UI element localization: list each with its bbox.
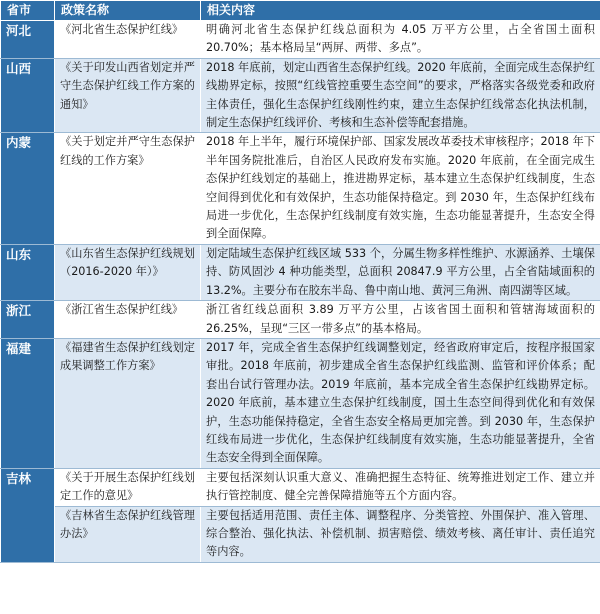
content-cell: 2018 年上半年，履行环境保护部、国家发展改革委技术审核程序；2018 年下半年国务院批准后，自治区人民政府发布实施。2020 年底前，在全面完成生态保护红线划定的基础上，推进勘界定标，基本建立生态保护红线制度，生态空间得到优化和有效保护，生态功能保持稳定。到 2030 年，生态保护红线布局进一步优化，生态保护红线制度有效实施，生态功能显著提升，生态安全得到全面保障。 (201, 133, 600, 244)
header-policy: 政策名称 (55, 1, 201, 21)
policy-cell: 《福建省生态保护红线划定成果调整工作方案》 (55, 338, 201, 468)
province-cell: 福建 (1, 338, 55, 468)
content-cell: 主要包括适用范围、责任主体、调整程序、分类管控、外围保护、准入管理、综合整治、强化执法、补偿机制、损害赔偿、绩效考核、离任审计、责任追究等内容。 (201, 506, 600, 562)
content-cell: 浙江省红线总面积 3.89 万平方公里，占该省国土面积和管辖海域面积的 26.25%，呈现“三区一带多点”的基本格局。 (201, 301, 600, 339)
province-cell: 内蒙 (1, 133, 55, 244)
table-row (1, 133, 600, 244)
content-cell: 主要包括深刻认识重大意义、准确把握生态特征、统筹推进划定工作、建立并执行管控制度、健全完善保障措施等五个方面内容。 (201, 468, 600, 506)
content-cell: 2018 年底前，划定山西省生态保护红线。2020 年底前，全面完成生态保护红线勘界定标，按照“红线管控重要生态空间”的要求，严格落实各级党委和政府主体责任，强化生态保护红线刚性约束，建立生态保护红线常态化执法机制，制定生态保护红线评价、考核和生态补偿等配套措施。 (201, 58, 600, 133)
table-row (1, 301, 600, 339)
province-cell: 山东 (1, 244, 55, 300)
policy-cell: 《浙江省生态保护红线》 (55, 301, 201, 339)
content-cell: 划定陆域生态保护红线区域 533 个，分属生物多样性维护、水源涵养、土壤保持、防风固沙 4 种功能类型，总面积 20847.9 平方公里，占全省陆域面积的 13.2%。主要分布在胶东半岛、鲁中南山地、黄河三角洲、南四湖等区域。 (201, 244, 600, 300)
policy-cell: 《吉林省生态保护红线管理办法》 (55, 506, 201, 562)
policy-cell: 《关于划定并严守生态保护红线的工作方案》 (55, 133, 201, 244)
table-row (1, 21, 600, 59)
table-row (1, 244, 600, 300)
table-row (1, 468, 600, 506)
header-province: 省市 (1, 1, 55, 21)
province-cell: 浙江 (1, 301, 55, 339)
policy-cell: 《关于开展生态保护红线划定工作的意见》 (55, 468, 201, 506)
header-content: 相关内容 (201, 1, 600, 21)
policy-cell: 《关于印发山西省划定并严守生态保护红线工作方案的通知》 (55, 58, 201, 133)
content-cell: 2017 年，完成全省生态保护红线调整划定，经省政府审定后，按程序报国家审批。2018 年底前，初步建成全省生态保护红线监测、监管和评价体系；配套出台试行管理办法。2019 年底前，基本完成全省生态保护红线勘界定标。2020 年底前，基本建立生态保护红线制度，国土生态空间得到优化和有效保护，生态功能保持稳定，全省生态安全格局更加完善。到 2030 年，生态保护红线布局进一步优化，生态保护红线制度有效实施，生态功能显著提升，全省生态安全得到全面保障。 (201, 338, 600, 468)
table-row (1, 506, 600, 562)
header-row (1, 1, 600, 21)
province-cell: 山西 (1, 58, 55, 133)
policy-cell: 《山东省生态保护红线规划（2016-2020 年）》 (55, 244, 201, 300)
content-cell: 明确河北省生态保护红线总面积为 4.05 万平方公里，占全省国土面积 20.70%；基本格局呈“两屏、两带、多点”。 (201, 21, 600, 59)
table-row (1, 338, 600, 468)
province-cell: 河北 (1, 21, 55, 59)
table-row (1, 58, 600, 133)
policy-cell: 《河北省生态保护红线》 (55, 21, 201, 59)
province-cell: 吉林 (1, 468, 55, 562)
